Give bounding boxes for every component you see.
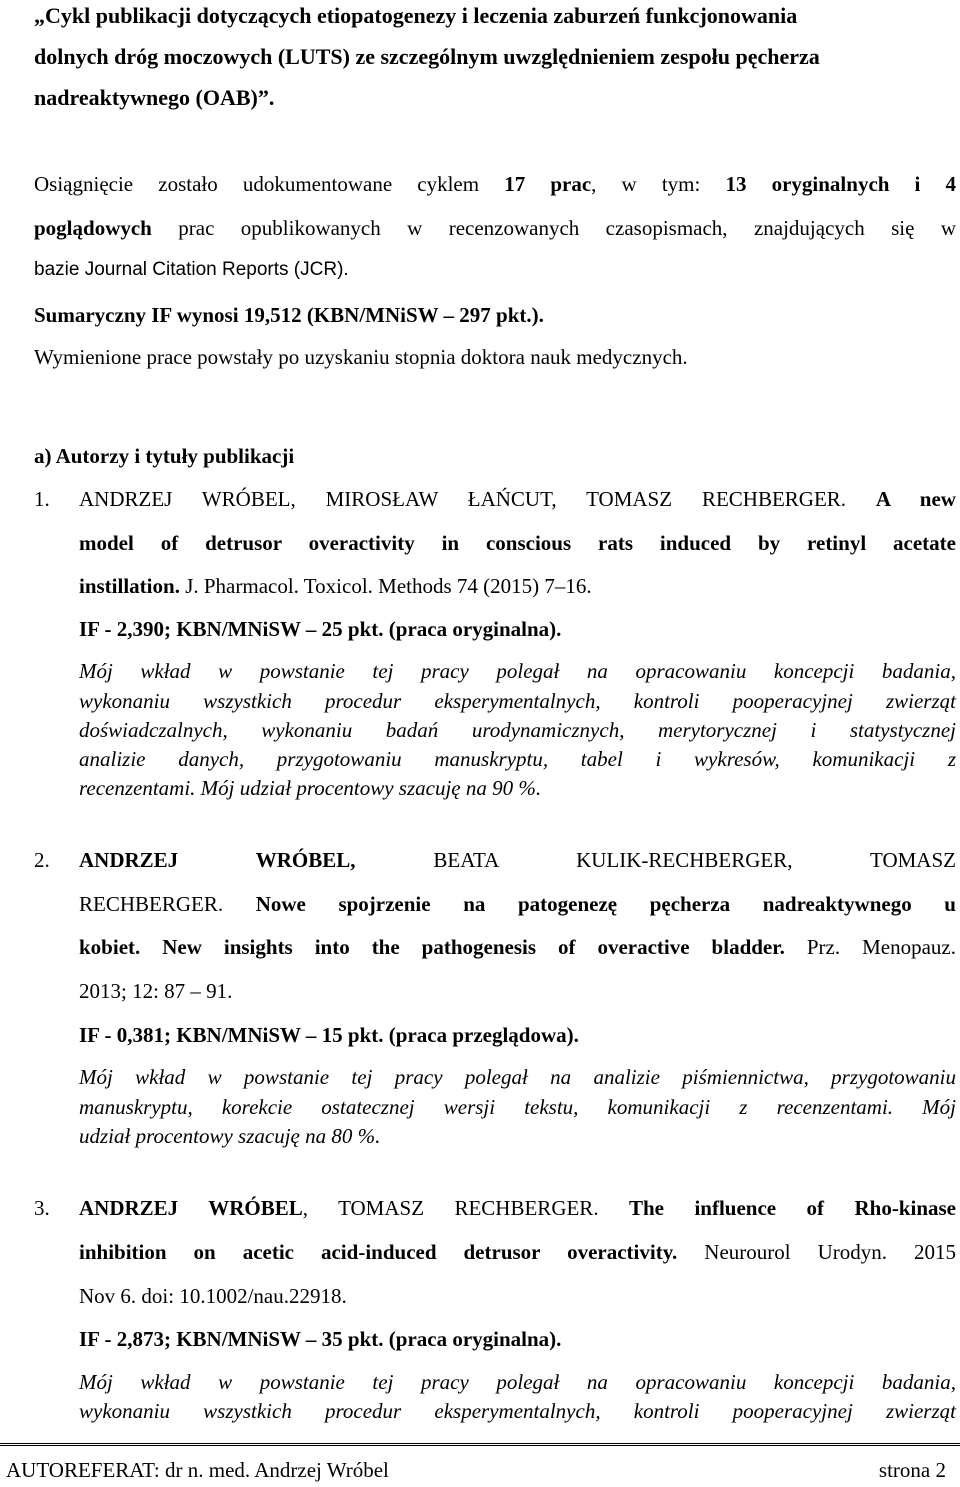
pub-2-line-4: 2013; 12: 87 – 91.: [79, 979, 233, 1003]
pub-1-contrib-3: doświadczalnych, wykonaniu badań urodynamicznych, merytorycznej i statystycznej: [79, 718, 956, 742]
pub-1-contrib-4: analizie danych, przygotowaniu manuskryptu, tabel i wykresów, komunikacji z: [79, 747, 956, 771]
pub-1-if: IF - 2,390; KBN/MNiSW – 25 pkt. (praca oryginalna).: [79, 617, 562, 641]
pub-2-line-3: kobiet. New insights into the pathogenesis of overactive bladder. Prz. Menopauz.: [79, 935, 956, 959]
pub-3-line-1: ANDRZEJ WRÓBEL, TOMASZ RECHBERGER. The influence of Rho-kinase: [79, 1196, 956, 1220]
intro-line-5: Wymienione prace powstały po uzyskaniu stopnia doktora nauk medycznych.: [34, 345, 688, 369]
pub-1-number: 1.: [34, 487, 50, 511]
heading-line-2: dolnych dróg moczowych (LUTS) ze szczególnym uwzględnieniem zespołu pęcherza: [34, 44, 820, 69]
pub-3-if: IF - 2,873; KBN/MNiSW – 35 pkt. (praca oryginalna).: [79, 1327, 562, 1351]
summary-if: Sumaryczny IF wynosi 19,512 (KBN/MNiSW – 297 pkt.).: [34, 303, 544, 327]
heading-line-3: nadreaktywnego (OAB)”.: [34, 85, 275, 110]
pub-1-contrib-1: Mój wkład w powstanie tej pracy polegał na opracowaniu koncepcji badania,: [79, 659, 956, 683]
pub-2-line-1: ANDRZEJ WRÓBEL, BEATA KULIK-RECHBERGER, TOMASZ: [79, 848, 956, 872]
footer-author: AUTOREFERAT: dr n. med. Andrzej Wróbel: [6, 1458, 389, 1482]
footer-rule: [0, 1443, 960, 1446]
pub-3-number: 3.: [34, 1196, 50, 1220]
pub-1-contrib-2: wykonaniu wszystkich procedur eksperymentalnych, kontroli pooperacyjnej zwierząt: [79, 689, 956, 713]
pub-2-if: IF - 0,381; KBN/MNiSW – 15 pkt. (praca przeglądowa).: [79, 1023, 579, 1047]
pub-1-line-3: instillation. J. Pharmacol. Toxicol. Methods 74 (2015) 7–16.: [79, 574, 592, 598]
heading-line-1: „Cykl publikacji dotyczących etiopatogenezy i leczenia zaburzeń funkcjonowania: [34, 3, 798, 28]
intro-line-1: Osiągnięcie zostało udokumentowane cyklem 17 prac, w tym: 13 oryginalnych i 4: [34, 172, 957, 196]
pub-2-contrib-3: udział procentowy szacuję na 80 %.: [79, 1124, 381, 1148]
pub-1-contrib-5: recenzentami. Mój udział procentowy szacuję na 90 %.: [79, 776, 542, 800]
footer-page-number: strona 2: [878, 1458, 946, 1482]
pub-2-line-2: RECHBERGER. Nowe spojrzenie na patogenezę pęcherza nadreaktywnego u: [79, 892, 956, 916]
pub-3-contrib-2: wykonaniu wszystkich procedur eksperymentalnych, kontroli pooperacyjnej zwierząt: [79, 1399, 956, 1423]
pub-3-contrib-1: Mój wkład w powstanie tej pracy polegał na opracowaniu koncepcji badania,: [79, 1370, 956, 1394]
pub-1-line-1: ANDRZEJ WRÓBEL, MIROSŁAW ŁAŃCUT, TOMASZ RECHBERGER. A new: [79, 487, 956, 511]
pub-3-line-3: Nov 6. doi: 10.1002/nau.22918.: [79, 1284, 347, 1308]
page-footer: [6, 1458, 946, 1483]
pub-2-number: 2.: [34, 848, 50, 872]
pub-3-line-2: inhibition on acetic acid-induced detrusor overactivity. Neurourol Urodyn. 2015: [79, 1240, 956, 1264]
pub-1-line-2: model of detrusor overactivity in conscious rats induced by retinyl acetate: [79, 531, 956, 555]
intro-line-3: bazie Journal Citation Reports (JCR).: [34, 259, 349, 280]
intro-line-2: poglądowych prac opublikowanych w recenzowanych czasopismach, znajdujących się w: [34, 216, 956, 240]
pub-2-contrib-2: manuskryptu, korekcie ostatecznej wersji tekstu, komunikacji z recenzentami. Mój: [79, 1095, 956, 1119]
pub-2-contrib-1: Mój wkład w powstanie tej pracy polegał na analizie piśmiennictwa, przygotowaniu: [79, 1065, 956, 1089]
section-a-heading: a) Autorzy i tytuły publikacji: [34, 444, 295, 468]
